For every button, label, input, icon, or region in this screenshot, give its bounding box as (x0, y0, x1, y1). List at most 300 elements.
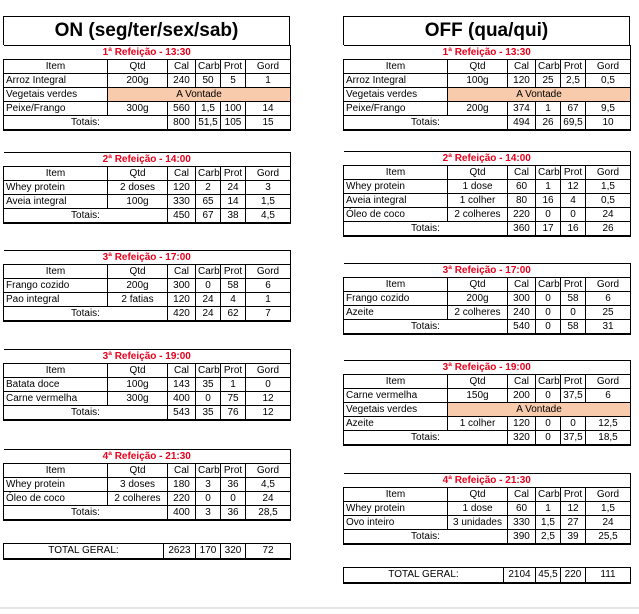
column-header: Cal (508, 166, 536, 180)
totals-prot: 16 (561, 222, 586, 237)
column-header: Item (4, 60, 108, 74)
food-row (344, 403, 631, 417)
column-header: Cal (168, 167, 196, 181)
column-header: Qtd (448, 166, 508, 180)
totals-row (4, 506, 291, 521)
food-prot: 12 (561, 502, 586, 516)
food-item: Carne vermelha (4, 392, 108, 406)
on-total-geral (3, 543, 291, 560)
totals-carb: 2,5 (536, 530, 561, 545)
column-header-row (4, 464, 291, 478)
food-prot: 75 (221, 392, 246, 406)
food-item: Azeite (344, 417, 448, 431)
totals-gord: 10 (586, 116, 631, 131)
totals-label: Totais: (4, 209, 168, 224)
food-carb: 0 (536, 417, 561, 431)
column-header-row (344, 375, 631, 389)
food-row (344, 194, 631, 208)
food-prot: 58 (561, 292, 586, 306)
totals-gord: 7 (246, 307, 291, 322)
column-header: Item (344, 375, 448, 389)
food-row (4, 293, 291, 307)
food-carb: 35 (196, 378, 221, 392)
food-row (344, 502, 631, 516)
food-carb: 25 (536, 74, 561, 88)
totals-prot: 37,5 (561, 431, 586, 446)
totals-cal: 540 (508, 320, 536, 335)
food-row (4, 88, 291, 102)
totals-prot: 39 (561, 530, 586, 545)
column-header-row (344, 278, 631, 292)
column-header: Prot (561, 278, 586, 292)
column-header: Gord (586, 278, 631, 292)
food-prot: 4 (221, 293, 246, 307)
totals-carb: 24 (196, 307, 221, 322)
food-gord: 25 (586, 306, 631, 320)
food-cal: 330 (508, 516, 536, 530)
food-gord: 3 (246, 181, 291, 195)
food-cal: 120 (508, 417, 536, 431)
totals-gord: 26 (586, 222, 631, 237)
food-prot: 37,5 (561, 389, 586, 403)
column-header: Cal (508, 278, 536, 292)
food-gord: 1,5 (586, 502, 631, 516)
food-carb: 65 (196, 195, 221, 209)
food-qtd: 2 colheres (448, 208, 508, 222)
food-cal: 330 (168, 195, 196, 209)
totals-label: Totais: (344, 222, 508, 237)
food-carb: 3 (196, 478, 221, 492)
meal-header-row (344, 474, 631, 488)
food-prot: 0 (561, 306, 586, 320)
food-prot: 100 (221, 102, 246, 116)
food-item: Óleo de coco (4, 492, 108, 506)
meal-block (343, 263, 630, 335)
total-geral-label: TOTAL GERAL: (344, 568, 504, 584)
food-cal: 60 (508, 180, 536, 194)
total-geral-carb: 45,5 (536, 568, 561, 584)
column-header: Gord (246, 364, 291, 378)
column-header: Item (4, 464, 108, 478)
food-item: Vegetais verdes (4, 88, 108, 102)
totals-row (344, 530, 631, 545)
meal-table (343, 263, 631, 335)
food-qtd: 300g (108, 392, 168, 406)
food-gord: 6 (586, 389, 631, 403)
totals-cal: 494 (508, 116, 536, 131)
totals-cal: 360 (508, 222, 536, 237)
food-gord: 0 (246, 378, 291, 392)
total-geral-cal: 2104 (504, 568, 536, 584)
food-carb: 1 (536, 102, 561, 116)
food-carb: 50 (196, 74, 221, 88)
food-gord: 6 (246, 279, 291, 293)
column-header: Prot (221, 364, 246, 378)
totals-gord: 15 (246, 116, 291, 131)
food-qtd: 3 unidades (448, 516, 508, 530)
food-cal: 120 (168, 181, 196, 195)
totals-row (4, 406, 291, 421)
totals-label: Totais: (4, 307, 168, 322)
food-carb: 16 (536, 194, 561, 208)
food-item: Vegetais verdes (344, 88, 448, 102)
totals-cal: 320 (508, 431, 536, 446)
food-cal: 300 (508, 292, 536, 306)
food-cal: 120 (168, 293, 196, 307)
food-qtd: 1 colher (448, 417, 508, 431)
meal-table (343, 151, 631, 237)
food-row (4, 181, 291, 195)
food-item: Batata doce (4, 378, 108, 392)
food-qtd: 1 colher (448, 194, 508, 208)
food-gord: 1 (246, 293, 291, 307)
food-cal: 220 (508, 208, 536, 222)
food-qtd: 100g (448, 74, 508, 88)
column-header-row (344, 488, 631, 502)
food-item: Whey protein (4, 181, 108, 195)
column-header: Qtd (448, 60, 508, 74)
food-item: Frango cozido (4, 279, 108, 293)
meal-table (343, 45, 631, 131)
food-carb: 1 (536, 502, 561, 516)
column-header: Gord (586, 166, 631, 180)
food-prot: 0 (561, 208, 586, 222)
on-column (3, 16, 290, 560)
meal-block (343, 360, 630, 446)
column-header: Qtd (108, 60, 168, 74)
food-qtd: 1 dose (448, 502, 508, 516)
totals-cal: 420 (168, 307, 196, 322)
column-header: Cal (168, 265, 196, 279)
column-header: Qtd (448, 375, 508, 389)
totals-prot: 38 (221, 209, 246, 224)
food-carb: 1,5 (196, 102, 221, 116)
column-header: Gord (586, 60, 631, 74)
totals-prot: 105 (221, 116, 246, 131)
food-item: Peixe/Frango (4, 102, 108, 116)
meal-block (3, 349, 290, 421)
meal-header-row (344, 361, 631, 375)
totals-prot: 76 (221, 406, 246, 421)
meal-table (3, 250, 291, 322)
meal-header-row (4, 350, 291, 364)
totals-carb: 0 (536, 431, 561, 446)
food-carb: 0 (536, 292, 561, 306)
food-item: Ovo inteiro (344, 516, 448, 530)
totals-carb: 17 (536, 222, 561, 237)
food-prot: 58 (221, 279, 246, 293)
totals-label: Totais: (344, 116, 508, 131)
meal-header: 3ª Refeição - 17:00 (4, 251, 291, 265)
total-geral-label: TOTAL GERAL: (4, 544, 164, 560)
meal-header: 3ª Refeição - 19:00 (344, 361, 631, 375)
column-header: Prot (561, 166, 586, 180)
totals-cal: 450 (168, 209, 196, 224)
food-row (344, 208, 631, 222)
food-item: Azeite (344, 306, 448, 320)
meal-table (3, 45, 291, 131)
meal-header: 1ª Refeição - 13:30 (4, 46, 291, 60)
totals-row (4, 116, 291, 131)
food-qtd: 200g (108, 74, 168, 88)
column-header: Carb (536, 375, 561, 389)
totals-gord: 28,5 (246, 506, 291, 521)
column-header-row (4, 265, 291, 279)
meal-table (3, 152, 291, 224)
food-gord: 1 (246, 74, 291, 88)
free-amount: A Vontade (448, 403, 631, 417)
column-header: Carb (196, 265, 221, 279)
totals-row (344, 320, 631, 335)
bottom-divider (0, 607, 639, 609)
totals-gord: 25,5 (586, 530, 631, 545)
meal-table (343, 473, 631, 545)
column-header: Cal (508, 375, 536, 389)
column-header: Carb (196, 364, 221, 378)
totals-label: Totais: (344, 530, 508, 545)
total-geral-prot: 220 (561, 568, 586, 584)
column-header-row (4, 60, 291, 74)
column-header-row (4, 167, 291, 181)
food-item: Frango cozido (344, 292, 448, 306)
column-header: Carb (196, 167, 221, 181)
food-qtd: 2 colheres (448, 306, 508, 320)
meal-header: 2ª Refeição - 14:00 (4, 153, 291, 167)
food-gord: 1,5 (246, 195, 291, 209)
totals-row (344, 116, 631, 131)
column-header: Prot (561, 488, 586, 502)
off-total-geral (343, 567, 631, 584)
column-header: Qtd (108, 364, 168, 378)
totals-carb: 0 (536, 320, 561, 335)
food-gord: 6 (586, 292, 631, 306)
meal-block (3, 449, 290, 521)
food-gord: 0,5 (586, 194, 631, 208)
column-header: Item (344, 488, 448, 502)
food-gord: 12 (246, 392, 291, 406)
food-cal: 143 (168, 378, 196, 392)
totals-prot: 62 (221, 307, 246, 322)
total-geral-gord: 72 (246, 544, 291, 560)
food-prot: 24 (221, 181, 246, 195)
totals-prot: 69,5 (561, 116, 586, 131)
column-header: Item (4, 364, 108, 378)
totals-label: Totais: (344, 320, 508, 335)
food-prot: 67 (561, 102, 586, 116)
column-header: Gord (246, 464, 291, 478)
totals-label: Totais: (4, 406, 168, 421)
food-row (344, 516, 631, 530)
food-prot: 1 (221, 378, 246, 392)
total-geral-gord: 111 (586, 568, 631, 584)
food-row (4, 492, 291, 506)
food-row (344, 389, 631, 403)
column-header: Item (344, 60, 448, 74)
column-header: Gord (586, 488, 631, 502)
meal-header-row (4, 46, 291, 60)
food-gord: 14 (246, 102, 291, 116)
food-item: Vegetais verdes (344, 403, 448, 417)
column-header: Qtd (108, 265, 168, 279)
totals-row (344, 431, 631, 446)
column-header: Prot (221, 265, 246, 279)
food-item: Aveia integral (344, 194, 448, 208)
totals-label: Totais: (4, 506, 168, 521)
food-carb: 2 (196, 181, 221, 195)
totals-carb: 35 (196, 406, 221, 421)
totals-row (4, 209, 291, 224)
column-header-row (4, 364, 291, 378)
food-qtd: 1 dose (448, 180, 508, 194)
meal-header: 4ª Refeição - 21:30 (344, 474, 631, 488)
column-header: Prot (561, 60, 586, 74)
food-prot: 14 (221, 195, 246, 209)
food-row (344, 417, 631, 431)
meal-header: 1ª Refeição - 13:30 (344, 46, 631, 60)
food-prot: 0 (221, 492, 246, 506)
totals-carb: 67 (196, 209, 221, 224)
food-qtd: 200g (448, 292, 508, 306)
column-header: Cal (168, 60, 196, 74)
meal-header-row (344, 46, 631, 60)
column-header: Carb (536, 488, 561, 502)
food-prot: 36 (221, 478, 246, 492)
food-carb: 0 (196, 279, 221, 293)
food-gord: 4,5 (246, 478, 291, 492)
column-header: Cal (508, 60, 536, 74)
column-header: Gord (246, 265, 291, 279)
meal-header: 3ª Refeição - 19:00 (4, 350, 291, 364)
food-item: Arroz Integral (4, 74, 108, 88)
food-carb: 0 (536, 208, 561, 222)
food-item: Pao integral (4, 293, 108, 307)
food-cal: 80 (508, 194, 536, 208)
food-row (344, 306, 631, 320)
food-gord: 1,5 (586, 180, 631, 194)
food-row (344, 74, 631, 88)
meal-block (343, 45, 630, 131)
totals-label: Totais: (4, 116, 168, 131)
food-gord: 24 (586, 516, 631, 530)
food-cal: 300 (168, 279, 196, 293)
totals-prot: 36 (221, 506, 246, 521)
column-header: Prot (221, 464, 246, 478)
food-row (4, 74, 291, 88)
column-header-row (344, 166, 631, 180)
total-geral-carb: 170 (196, 544, 221, 560)
food-cal: 220 (168, 492, 196, 506)
totals-label: Totais: (344, 431, 508, 446)
column-header: Carb (536, 278, 561, 292)
food-prot: 4 (561, 194, 586, 208)
column-header: Item (4, 167, 108, 181)
food-prot: 27 (561, 516, 586, 530)
food-qtd: 200g (108, 279, 168, 293)
food-gord: 0,5 (586, 74, 631, 88)
meal-block (3, 152, 290, 224)
meal-header-row (344, 264, 631, 278)
column-header: Cal (508, 488, 536, 502)
column-header: Item (344, 278, 448, 292)
food-row (344, 102, 631, 116)
food-cal: 400 (168, 392, 196, 406)
food-row (4, 195, 291, 209)
column-header: Prot (561, 375, 586, 389)
food-cal: 560 (168, 102, 196, 116)
total-geral-prot: 320 (221, 544, 246, 560)
column-header: Gord (246, 167, 291, 181)
column-header-row (344, 60, 631, 74)
meal-header: 4ª Refeição - 21:30 (4, 450, 291, 464)
food-qtd: 2 fatias (108, 293, 168, 307)
food-carb: 0 (536, 306, 561, 320)
totals-carb: 3 (196, 506, 221, 521)
meal-block (3, 45, 290, 131)
food-carb: 24 (196, 293, 221, 307)
column-header: Item (4, 265, 108, 279)
meal-header-row (4, 251, 291, 265)
food-prot: 0 (561, 417, 586, 431)
totals-gord: 31 (586, 320, 631, 335)
column-header: Prot (221, 60, 246, 74)
food-qtd: 200g (448, 102, 508, 116)
food-cal: 240 (168, 74, 196, 88)
food-row (344, 88, 631, 102)
food-prot: 2,5 (561, 74, 586, 88)
food-qtd: 2 doses (108, 181, 168, 195)
food-qtd: 100g (108, 195, 168, 209)
meal-header: 2ª Refeição - 14:00 (344, 152, 631, 166)
food-row (4, 279, 291, 293)
off-meals (343, 45, 630, 545)
food-row (344, 292, 631, 306)
food-row (344, 180, 631, 194)
meal-block (3, 250, 290, 322)
totals-gord: 12 (246, 406, 291, 421)
food-row (4, 478, 291, 492)
meal-header: 3ª Refeição - 17:00 (344, 264, 631, 278)
food-gord: 12,5 (586, 417, 631, 431)
food-item: Peixe/Frango (344, 102, 448, 116)
totals-gord: 4,5 (246, 209, 291, 224)
meal-header-row (4, 450, 291, 464)
food-row (4, 102, 291, 116)
food-cal: 120 (508, 74, 536, 88)
food-cal: 180 (168, 478, 196, 492)
column-header: Carb (536, 166, 561, 180)
food-qtd: 300g (108, 102, 168, 116)
column-header: Qtd (108, 167, 168, 181)
column-header: Cal (168, 364, 196, 378)
totals-carb: 51,5 (196, 116, 221, 131)
column-header: Qtd (448, 278, 508, 292)
total-geral-cal: 2623 (164, 544, 196, 560)
food-row (4, 392, 291, 406)
food-qtd: 2 colheres (108, 492, 168, 506)
food-gord: 24 (246, 492, 291, 506)
food-item: Arroz Integral (344, 74, 448, 88)
free-amount: A Vontade (108, 88, 291, 102)
column-header: Carb (196, 60, 221, 74)
totals-prot: 58 (561, 320, 586, 335)
food-cal: 374 (508, 102, 536, 116)
food-carb: 0 (196, 492, 221, 506)
food-cal: 240 (508, 306, 536, 320)
totals-carb: 26 (536, 116, 561, 131)
totals-cal: 390 (508, 530, 536, 545)
column-header: Carb (196, 464, 221, 478)
food-prot: 5 (221, 74, 246, 88)
